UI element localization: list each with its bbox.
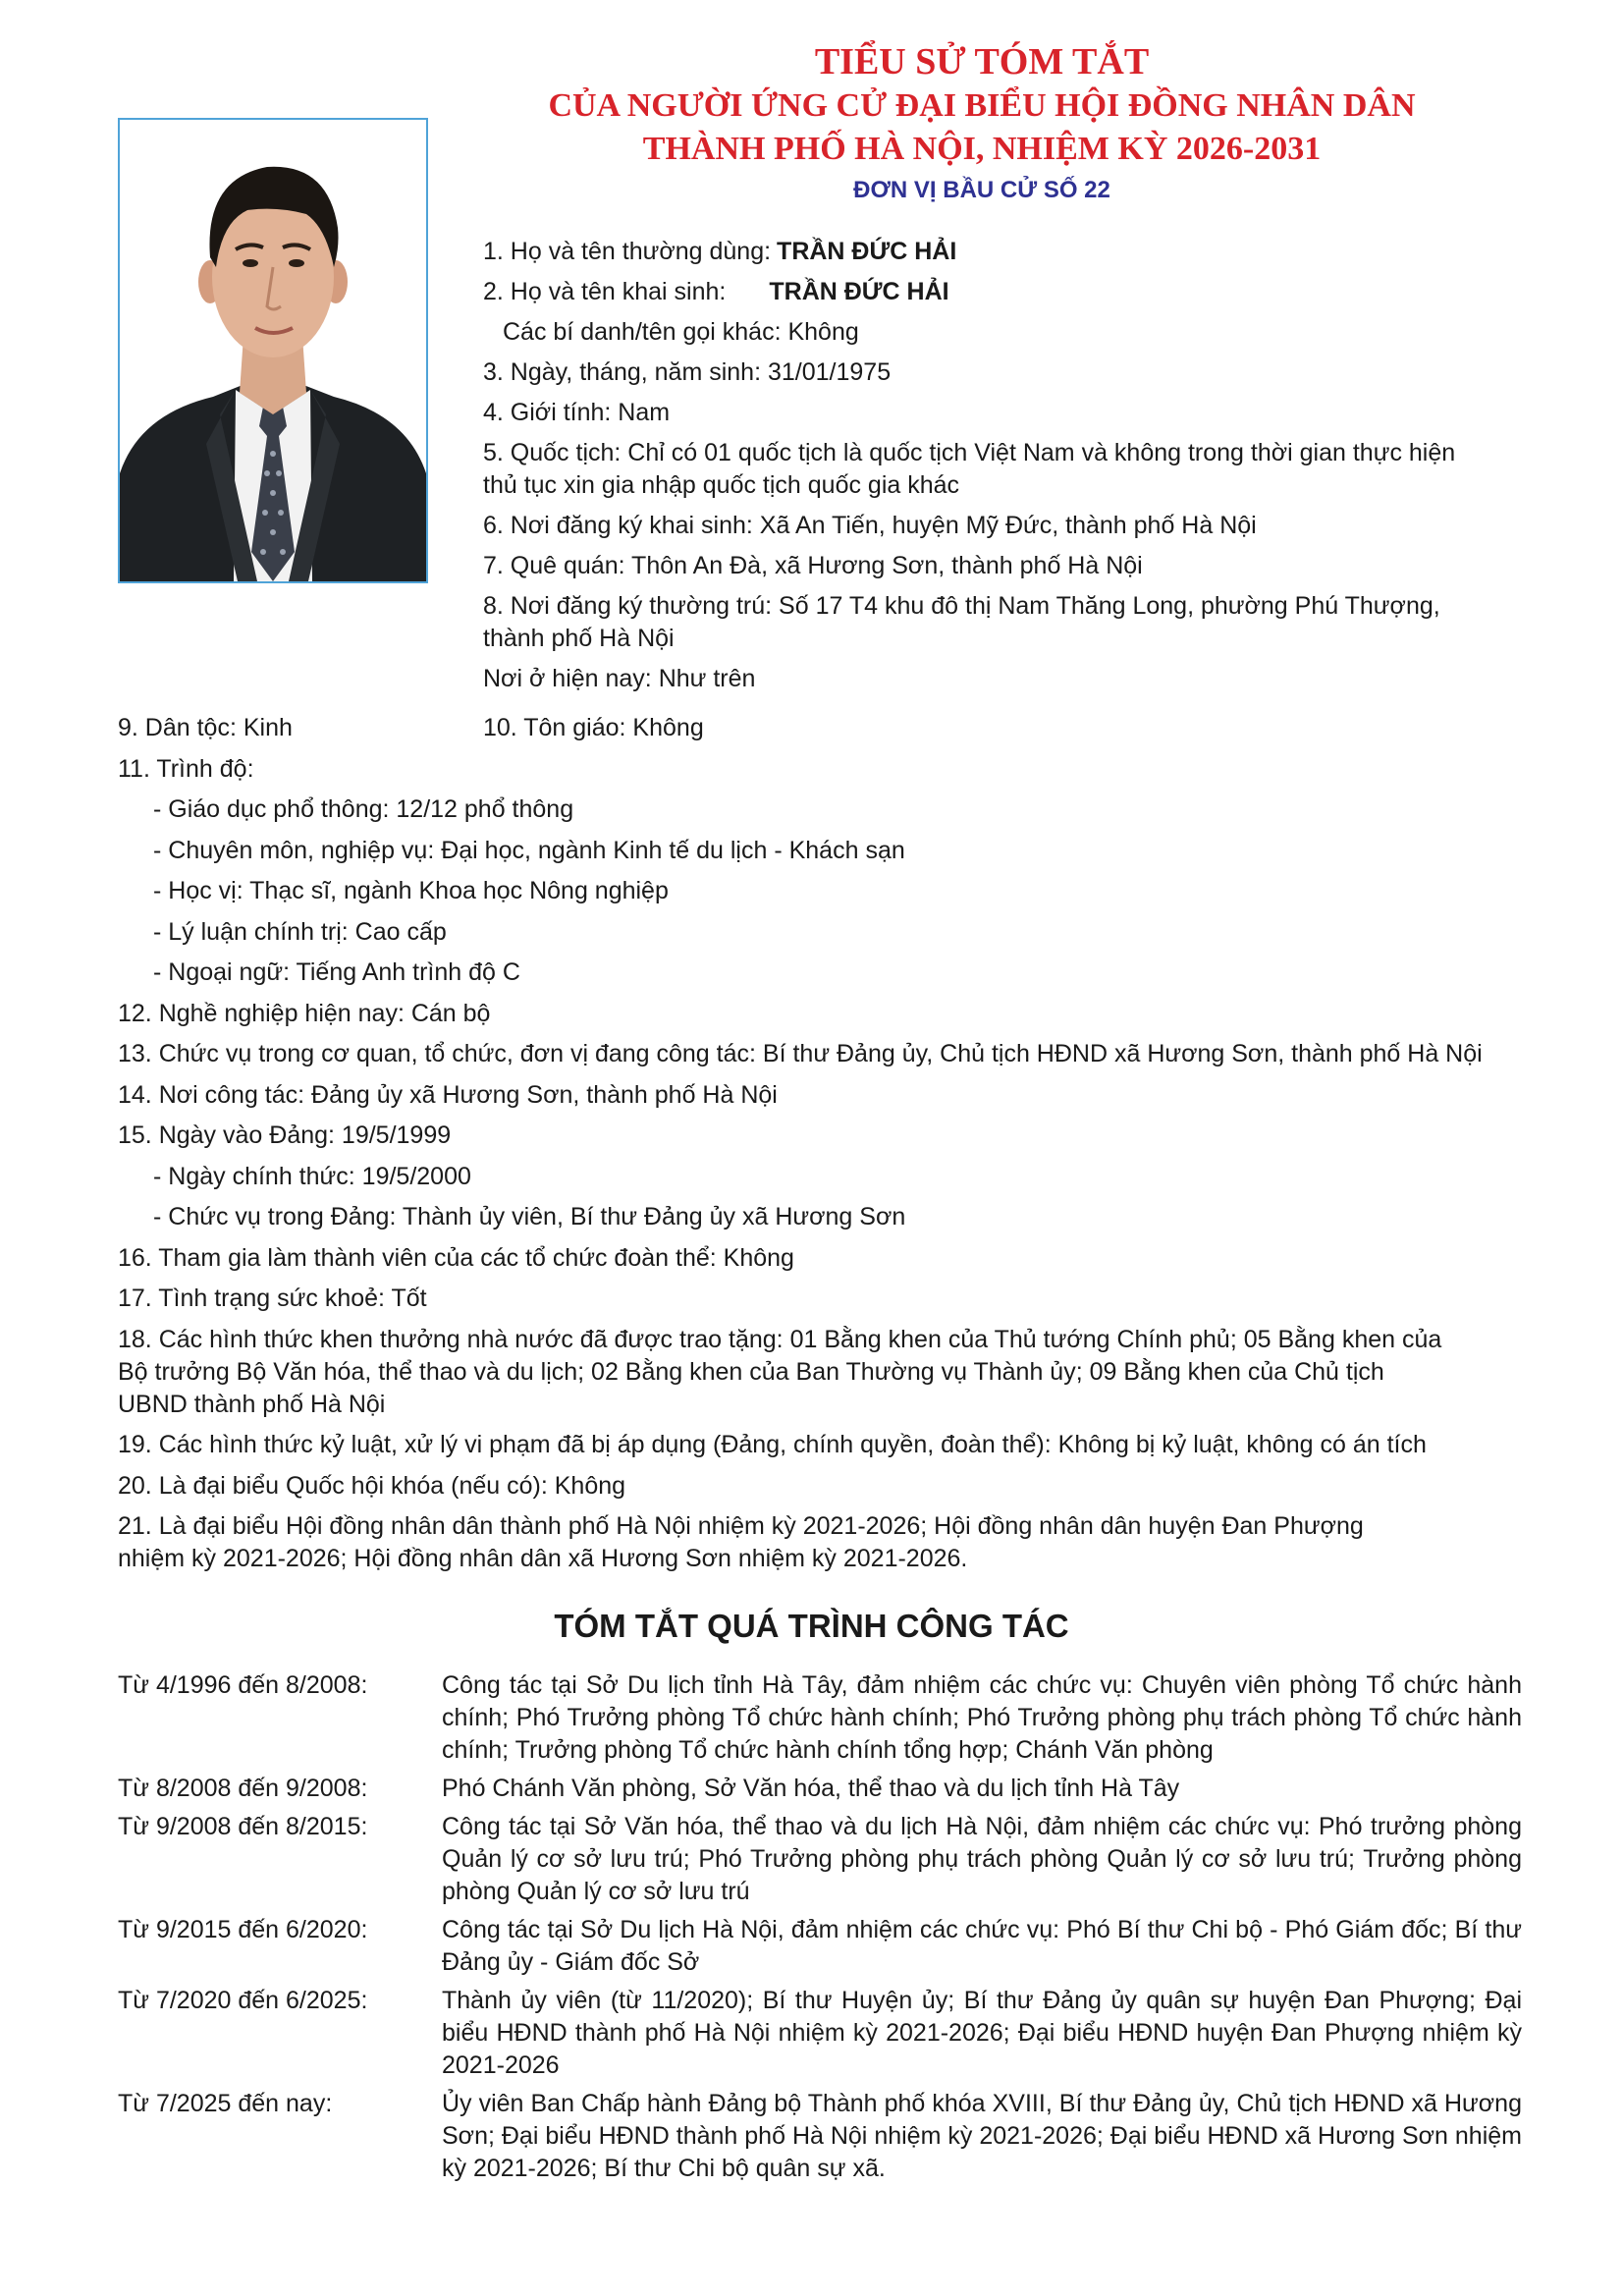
party-position: - Chức vụ trong Đảng: Thành ủy viên, Bí thư Đảng ủy xã Hương Sơn — [153, 1203, 906, 1230]
career-period: Từ 7/2020 đến 6/2025: — [118, 1987, 368, 2014]
awards-line-2: Bộ trưởng Bộ Văn hóa, thể thao và du lịch; 02 Bằng khen của Ban Thường vụ Thành ủy; 09 Bằng khen của Chủ tịch — [118, 1357, 1384, 1386]
career-period: Từ 9/2015 đến 6/2020: — [118, 1916, 368, 1943]
current-residence-row: Nơi ở hiện nay: Như trên — [483, 665, 756, 692]
title-block — [432, 39, 1532, 210]
electoral-unit: ĐƠN VỊ BẦU CỬ SỐ 22 — [853, 177, 1110, 203]
birth-name-value: TRẦN ĐỨC HẢI — [769, 278, 949, 305]
religion: 10. Tôn giáo: Không — [483, 714, 704, 741]
birth-registration-row: 6. Nơi đăng ký khai sinh: Xã An Tiến, huyện Mỹ Đức, thành phố Hà Nội — [483, 512, 1257, 539]
occupation: 12. Nghề nghiệp hiện nay: Cán bộ — [118, 999, 491, 1027]
common-name-row — [483, 236, 1524, 268]
career-description: Ủy viên Ban Chấp hành Đảng bộ Thành phố khóa XVIII, Bí thư Đảng ủy, Chủ tịch HĐND xã Hương Sơn; Đại biểu HĐND thành phố Hà Nội nhiệm kỳ 2021-2026; Đại biểu HĐND xã Hương Sơn nhiệm kỳ 2021-2026; Bí thư Chi bộ quân sự xã. — [442, 2090, 1522, 2182]
career-item — [118, 1773, 1522, 1805]
career-period: Từ 8/2008 đến 9/2008: — [118, 1775, 368, 1802]
residence-line-2: thành phố Hà Nội — [483, 625, 675, 652]
career-description: Công tác tại Sở Du lịch tỉnh Hà Tây, đảm nhiệm các chức vụ: Chuyên viên phòng Tổ chức hành chính; Phó Trưởng phòng Tổ chức hành chính; Phó Trưởng phòng phụ trách phòng Tổ chức hành chính; Trưởng phòng Tổ chức hành chính tổng hợp; Chánh Văn phòng — [442, 1671, 1522, 1764]
candidate-portrait — [118, 118, 428, 583]
education-label: 11. Trình độ: — [118, 754, 254, 783]
council-line-2: nhiệm kỳ 2021-2026; Hội đồng nhân dân xã Hương Sơn nhiệm kỳ 2021-2026. — [118, 1545, 968, 1572]
ethnicity-religion-row — [118, 712, 1522, 744]
health-status: 17. Tình trạng sức khoẻ: Tốt — [118, 1285, 427, 1312]
residence-row — [483, 590, 1524, 655]
career-description: Công tác tại Sở Văn hóa, thể thao và du lịch Hà Nội, đảm nhiệm các chức vụ: Phó trưởng phòng Quản lý cơ sở lưu trú; Phó Trưởng phòng phụ trách phòng Quản lý cơ sở lưu trú; Trưởng phòng phòng Quản lý cơ sở lưu trú — [442, 1813, 1522, 1905]
council-line-1: 21. Là đại biểu Hội đồng nhân dân thành phố Hà Nội nhiệm kỳ 2021-2026; Hội đồng nhân dân huyện Đan Phượng — [118, 1512, 1364, 1540]
career-section-title: TÓM TẮT QUÁ TRÌNH CÔNG TÁC — [554, 1608, 1069, 1644]
general-education: - Giáo dục phổ thông: 12/12 phổ thông — [153, 795, 574, 823]
academic-degree: - Học vị: Thạc sĩ, ngành Khoa học Nông nghiệp — [153, 877, 669, 904]
awards-line-1: 18. Các hình thức khen thưởng nhà nước đã được trao tặng: 01 Bằng khen của Thủ tướng Chính phủ; 05 Bằng khen của — [118, 1325, 1442, 1353]
career-item — [118, 1914, 1522, 1979]
career-period: Từ 9/2008 đến 8/2015: — [118, 1813, 368, 1840]
career-item — [118, 1811, 1522, 1908]
nationality-line-2: thủ tục xin gia nhập quốc tịch quốc gia khác — [483, 471, 960, 499]
political-theory: - Lý luận chính trị: Cao cấp — [153, 917, 447, 946]
details-section — [118, 712, 1522, 1584]
career-description: Phó Chánh Văn phòng, Sở Văn hóa, thể thao và du lịch tỉnh Hà Tây — [442, 1775, 1180, 1802]
discipline: 19. Các hình thức kỷ luật, xử lý vi phạm đã bị áp dụng (Đảng, chính quyền, đoàn thể): Không bị kỷ luật, không có án tích — [118, 1431, 1427, 1458]
career-item — [118, 1985, 1522, 2082]
awards — [118, 1324, 1522, 1421]
career-item — [118, 2088, 1522, 2185]
gender-row: 4. Giới tính: Nam — [483, 399, 671, 426]
residence-line-1: 8. Nơi đăng ký thường trú: Số 17 T4 khu đô thị Nam Thăng Long, phường Phú Thượng, — [483, 592, 1440, 620]
hometown-row: 7. Quê quán: Thôn An Đà, xã Hương Sơn, thành phố Hà Nội — [483, 552, 1143, 579]
career-period: Từ 7/2025 đến nay: — [118, 2090, 333, 2117]
nationality-row — [483, 437, 1524, 502]
portrait-image — [120, 120, 426, 581]
current-position: 13. Chức vụ trong cơ quan, tổ chức, đơn vị đang công tác: Bí thư Đảng ủy, Chủ tịch HĐND xã Hương Sơn, thành phố Hà Nội — [118, 1040, 1483, 1067]
workplace: 14. Nơi công tác: Đảng ủy xã Hương Sơn, thành phố Hà Nội — [118, 1080, 778, 1109]
common-name-value: TRẦN ĐỨC HẢI — [777, 238, 957, 265]
national-assembly-delegate: 20. Là đại biểu Quốc hội khóa (nếu có): Không — [118, 1471, 626, 1500]
career-list — [118, 1669, 1522, 2191]
awards-line-3: UBND thành phố Hà Nội — [118, 1390, 386, 1418]
mass-organizations: 16. Tham gia làm thành viên của các tổ chức đoàn thể: Không — [118, 1243, 794, 1272]
career-item — [118, 1669, 1522, 1767]
birth-name-row — [483, 276, 1524, 308]
party-official-date: - Ngày chính thức: 19/5/2000 — [153, 1162, 471, 1190]
nationality-line-1: 5. Quốc tịch: Chỉ có 01 quốc tịch là quốc tịch Việt Nam và không trong thời gian thực hiện — [483, 439, 1456, 466]
document-subtitle-2: THÀNH PHỐ HÀ NỘI, NHIỆM KỲ 2026-2031 — [642, 131, 1322, 167]
career-description: Thành ủy viên (từ 11/2020); Bí thư Huyện ủy; Bí thư Đảng ủy quân sự huyện Đan Phượng; Đại biểu HĐND thành phố Hà Nội nhiệm kỳ 2021-2026; Đại biểu HĐND huyện Đan Phượng nhiệm kỳ 2021-2026 — [442, 1987, 1522, 2079]
personal-info — [483, 236, 1524, 703]
birth-name-label: 2. Họ và tên khai sinh: — [483, 278, 727, 305]
career-period: Từ 4/1996 đến 8/2008: — [118, 1671, 368, 1699]
dob-row: 3. Ngày, tháng, năm sinh: 31/01/1975 — [483, 358, 892, 386]
document-subtitle-1: CỦA NGƯỜI ỨNG CỬ ĐẠI BIỂU HỘI ĐỒNG NHÂN DÂN — [548, 87, 1416, 124]
foreign-language: - Ngoại ngữ: Tiếng Anh trình độ C — [153, 958, 520, 986]
common-name-label: 1. Họ và tên thường dùng: — [483, 238, 772, 265]
career-description: Công tác tại Sở Du lịch Hà Nội, đảm nhiệm các chức vụ: Phó Bí thư Chi bộ - Phó Giám đốc; Bí thư Đảng ủy - Giám đốc Sở — [442, 1916, 1522, 1976]
aliases-row: Các bí danh/tên gọi khác: Không — [503, 318, 859, 346]
specialty: - Chuyên môn, nghiệp vụ: Đại học, ngành Kinh tế du lịch - Khách sạn — [153, 836, 905, 864]
document-title: TIỂU SỬ TÓM TẮT — [814, 41, 1150, 82]
council-delegate — [118, 1510, 1522, 1575]
ethnicity: 9. Dân tộc: Kinh — [118, 714, 293, 741]
party-join-date: 15. Ngày vào Đảng: 19/5/1999 — [118, 1121, 452, 1149]
